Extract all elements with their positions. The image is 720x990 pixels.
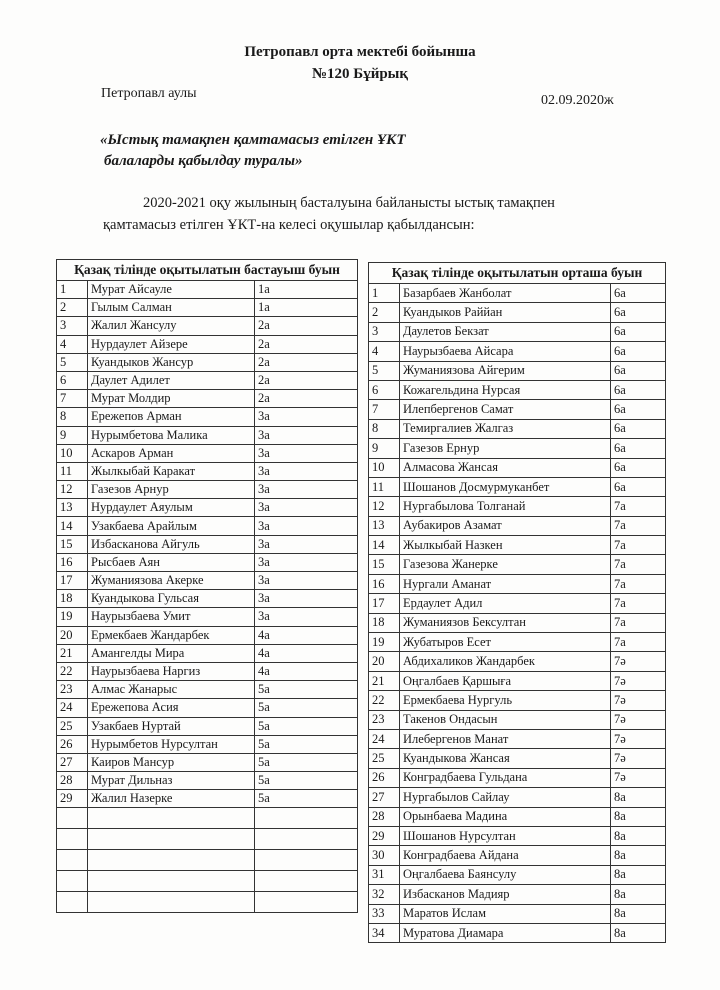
student-name: Куандыкова Жансая — [400, 749, 611, 768]
class-grade: 7а — [611, 497, 666, 516]
row-number: 24 — [57, 699, 88, 717]
table-row — [57, 717, 358, 735]
table-row — [369, 671, 666, 690]
row-number: 28 — [57, 772, 88, 790]
class-grade: 8а — [611, 846, 666, 865]
row-number: 8 — [369, 419, 400, 438]
student-name: Узакбаев Нуртай — [88, 717, 255, 735]
student-name: Илебергенов Манат — [400, 729, 611, 748]
student-name: Жалил Жансулу — [88, 317, 255, 335]
row-number: 4 — [369, 342, 400, 361]
empty-cell — [255, 892, 358, 913]
student-name: Газезова Жанерке — [400, 555, 611, 574]
table-row — [369, 322, 666, 341]
table-row — [57, 481, 358, 499]
table-row — [369, 788, 666, 807]
student-name: Жуманиязова Акерке — [88, 572, 255, 590]
body-line-2: қамтамасыз етілген ҰКТ-на келесі оқушылар қабылдансын: — [103, 217, 475, 233]
row-number: 26 — [57, 735, 88, 753]
empty-table-row — [57, 871, 358, 892]
class-grade: 7а — [611, 536, 666, 555]
student-name: Илепбергенов Самат — [400, 400, 611, 419]
table-row — [57, 335, 358, 353]
row-number: 21 — [57, 644, 88, 662]
class-grade: 7а — [611, 633, 666, 652]
student-name: Мурат Молдир — [88, 390, 255, 408]
table-row — [369, 729, 666, 748]
table-row — [57, 790, 358, 808]
student-name: Амангелды Мира — [88, 644, 255, 662]
table-row — [57, 390, 358, 408]
student-name: Даулетов Бекзат — [400, 322, 611, 341]
row-number: 18 — [369, 613, 400, 632]
body-line-1: 2020-2021 оқу жылының басталуына байланысты ыстық тамақпен — [143, 195, 555, 211]
row-number: 23 — [369, 710, 400, 729]
row-number: 24 — [369, 729, 400, 748]
class-grade: 6а — [611, 400, 666, 419]
table-row — [369, 380, 666, 399]
table-row — [57, 753, 358, 771]
table-row — [369, 536, 666, 555]
table-row — [369, 419, 666, 438]
middle-level-table — [368, 262, 666, 943]
row-number: 5 — [57, 353, 88, 371]
student-name: Мурат Дильназ — [88, 772, 255, 790]
order-subject — [100, 130, 406, 172]
class-grade: 6а — [611, 342, 666, 361]
student-name: Нургабылова Толганай — [400, 497, 611, 516]
table-row — [57, 572, 358, 590]
row-number: 3 — [369, 322, 400, 341]
table-row — [369, 710, 666, 729]
row-number: 11 — [57, 462, 88, 480]
place-name: Петропавл аулы — [101, 86, 197, 101]
row-number: 5 — [369, 361, 400, 380]
class-grade: 8а — [611, 826, 666, 845]
table-row — [57, 662, 358, 680]
row-number: 2 — [57, 299, 88, 317]
table-row — [57, 735, 358, 753]
row-number: 21 — [369, 671, 400, 690]
student-name: Газезов Арнур — [88, 481, 255, 499]
empty-cell — [88, 892, 255, 913]
student-name: Аубакиров Азамат — [400, 516, 611, 535]
primary-level-table — [56, 259, 358, 913]
row-number: 16 — [57, 553, 88, 571]
table-row — [369, 555, 666, 574]
row-number: 3 — [57, 317, 88, 335]
empty-cell — [88, 808, 255, 829]
row-number: 11 — [369, 477, 400, 496]
empty-cell — [255, 871, 358, 892]
row-number: 22 — [57, 662, 88, 680]
class-grade: 7а — [611, 555, 666, 574]
student-name: Нурымбетов Нурсултан — [88, 735, 255, 753]
row-number: 19 — [57, 608, 88, 626]
row-number: 32 — [369, 885, 400, 904]
student-name: Кожагельдина Нурсая — [400, 380, 611, 399]
document-title: Петропавл орта мектебі бойынша — [244, 44, 476, 60]
class-grade: 4а — [255, 644, 358, 662]
row-number: 33 — [369, 904, 400, 923]
row-number: 13 — [57, 499, 88, 517]
table-row — [369, 516, 666, 535]
student-name: Аскаров Арман — [88, 444, 255, 462]
table-row — [369, 477, 666, 496]
empty-cell — [255, 850, 358, 871]
row-number: 9 — [369, 439, 400, 458]
class-grade: 8а — [611, 923, 666, 942]
student-name: Даулет Адилет — [88, 371, 255, 389]
class-grade: 5а — [255, 717, 358, 735]
table-row — [57, 317, 358, 335]
row-number: 7 — [57, 390, 88, 408]
table-row — [369, 749, 666, 768]
class-grade: 3а — [255, 517, 358, 535]
class-grade: 7ә — [611, 710, 666, 729]
student-name: Муратова Диамара — [400, 923, 611, 942]
class-grade: 5а — [255, 699, 358, 717]
empty-cell — [88, 871, 255, 892]
student-name: Алмас Жанарыс — [88, 681, 255, 699]
student-name: Жылкыбай Назкен — [400, 536, 611, 555]
empty-cell — [57, 892, 88, 913]
empty-cell — [57, 850, 88, 871]
class-grade: 3а — [255, 499, 358, 517]
student-name: Нурдаулет Айзере — [88, 335, 255, 353]
student-name: Темиргалиев Жалгаз — [400, 419, 611, 438]
table-row — [57, 553, 358, 571]
row-number: 6 — [369, 380, 400, 399]
subject-line-1: «Ыстық тамақпен қамтамасыз етілген ҰКТ — [100, 132, 406, 148]
table-row — [57, 590, 358, 608]
student-name: Нургали Аманат — [400, 574, 611, 593]
student-name: Конградбаева Айдана — [400, 846, 611, 865]
row-number: 26 — [369, 768, 400, 787]
class-grade: 7ә — [611, 768, 666, 787]
class-grade: 4а — [255, 662, 358, 680]
student-name: Базарбаев Жанболат — [400, 284, 611, 303]
table-row — [369, 691, 666, 710]
row-number: 29 — [369, 826, 400, 845]
student-name: Жубатыров Есет — [400, 633, 611, 652]
row-number: 10 — [57, 444, 88, 462]
row-number: 13 — [369, 516, 400, 535]
table-row — [369, 497, 666, 516]
student-name: Такенов Ондасын — [400, 710, 611, 729]
class-grade: 7ә — [611, 691, 666, 710]
row-number: 23 — [57, 681, 88, 699]
row-number: 20 — [369, 652, 400, 671]
row-number: 14 — [57, 517, 88, 535]
row-number: 22 — [369, 691, 400, 710]
table-row — [57, 535, 358, 553]
row-number: 10 — [369, 458, 400, 477]
row-number: 17 — [369, 594, 400, 613]
empty-cell — [88, 850, 255, 871]
student-name: Избасканова Айгуль — [88, 535, 255, 553]
student-name: Оңгалбаев Қаршыға — [400, 671, 611, 690]
table-row — [57, 699, 358, 717]
row-number: 14 — [369, 536, 400, 555]
class-grade: 2а — [255, 317, 358, 335]
student-name: Орынбаева Мадина — [400, 807, 611, 826]
class-grade: 3а — [255, 444, 358, 462]
class-grade: 1а — [255, 281, 358, 299]
student-name: Рысбаев Аян — [88, 553, 255, 571]
class-grade: 1а — [255, 299, 358, 317]
student-name: Гылым Салман — [88, 299, 255, 317]
table-row — [57, 517, 358, 535]
student-name: Конградбаева Гульдана — [400, 768, 611, 787]
row-number: 1 — [369, 284, 400, 303]
class-grade: 3а — [255, 481, 358, 499]
class-grade: 6а — [611, 322, 666, 341]
table-row — [57, 353, 358, 371]
class-grade: 3а — [255, 408, 358, 426]
class-grade: 8а — [611, 807, 666, 826]
table-row — [57, 644, 358, 662]
table-row — [369, 284, 666, 303]
table-row — [57, 408, 358, 426]
table-row — [369, 400, 666, 419]
middle-level-header: Қазақ тілінде оқытылатын орташа буын — [369, 263, 666, 284]
class-grade: 7а — [611, 613, 666, 632]
table-row — [369, 652, 666, 671]
class-grade: 8а — [611, 788, 666, 807]
row-number: 2 — [369, 303, 400, 322]
row-number: 30 — [369, 846, 400, 865]
table-row — [369, 846, 666, 865]
table-row — [369, 633, 666, 652]
student-name: Куандыкова Гульсая — [88, 590, 255, 608]
row-number: 15 — [369, 555, 400, 574]
student-name: Маратов Ислам — [400, 904, 611, 923]
row-number: 29 — [57, 790, 88, 808]
student-name: Избасканов Мадияр — [400, 885, 611, 904]
student-name: Наурызбаева Умит — [88, 608, 255, 626]
class-grade: 5а — [255, 790, 358, 808]
class-grade: 8а — [611, 904, 666, 923]
class-grade: 5а — [255, 772, 358, 790]
table-row — [57, 626, 358, 644]
student-name: Мурат Айсауле — [88, 281, 255, 299]
row-number: 19 — [369, 633, 400, 652]
class-grade: 3а — [255, 590, 358, 608]
student-name: Жылкыбай Каракат — [88, 462, 255, 480]
primary-level-header: Қазақ тілінде оқытылатын бастауыш буын — [57, 260, 358, 281]
table-row — [369, 361, 666, 380]
row-number: 28 — [369, 807, 400, 826]
table-row — [57, 772, 358, 790]
row-number: 12 — [369, 497, 400, 516]
student-name: Шошанов Досмурмуканбет — [400, 477, 611, 496]
table-row — [57, 426, 358, 444]
order-body — [103, 192, 663, 236]
row-number: 6 — [57, 371, 88, 389]
class-grade: 6а — [611, 361, 666, 380]
class-grade: 7ә — [611, 749, 666, 768]
student-name: Ердаулет Адил — [400, 594, 611, 613]
table-row — [369, 923, 666, 942]
empty-cell — [57, 829, 88, 850]
class-grade: 2а — [255, 335, 358, 353]
table-row — [369, 303, 666, 322]
student-name: Ермекбаева Нургуль — [400, 691, 611, 710]
row-number: 15 — [57, 535, 88, 553]
row-number: 25 — [369, 749, 400, 768]
table-row — [57, 281, 358, 299]
student-name: Каиров Мансур — [88, 753, 255, 771]
class-grade: 7а — [611, 516, 666, 535]
order-number: №120 Бұйрық — [311, 66, 409, 82]
class-grade: 7ә — [611, 652, 666, 671]
class-grade: 6а — [611, 303, 666, 322]
table-row — [57, 681, 358, 699]
class-grade: 6а — [611, 458, 666, 477]
student-name: Жалил Назерке — [88, 790, 255, 808]
empty-table-row — [57, 892, 358, 913]
empty-table-row — [57, 850, 358, 871]
row-number: 27 — [369, 788, 400, 807]
class-grade: 5а — [255, 681, 358, 699]
class-grade: 6а — [611, 284, 666, 303]
empty-cell — [255, 808, 358, 829]
row-number: 34 — [369, 923, 400, 942]
row-number: 1 — [57, 281, 88, 299]
class-grade: 3а — [255, 553, 358, 571]
class-grade: 7а — [611, 594, 666, 613]
student-name: Нургабылов Сайлау — [400, 788, 611, 807]
class-grade: 5а — [255, 735, 358, 753]
table-row — [369, 826, 666, 845]
primary-level-rows — [57, 281, 358, 913]
row-number: 20 — [57, 626, 88, 644]
class-grade: 3а — [255, 608, 358, 626]
empty-table-row — [57, 829, 358, 850]
class-grade: 6а — [611, 380, 666, 399]
student-name: Куандыков Раййан — [400, 303, 611, 322]
class-grade: 2а — [255, 353, 358, 371]
class-grade: 8а — [611, 885, 666, 904]
class-grade: 7ә — [611, 729, 666, 748]
class-grade: 7а — [611, 574, 666, 593]
row-number: 9 — [57, 426, 88, 444]
row-number: 18 — [57, 590, 88, 608]
class-grade: 2а — [255, 390, 358, 408]
class-grade: 3а — [255, 572, 358, 590]
student-name: Ережепова Асия — [88, 699, 255, 717]
class-grade: 8а — [611, 865, 666, 884]
table-row — [57, 608, 358, 626]
class-grade: 3а — [255, 462, 358, 480]
subject-line-2: балаларды қабылдау туралы» — [104, 153, 303, 169]
table-row — [369, 594, 666, 613]
table-row — [57, 499, 358, 517]
student-name: Газезов Ернур — [400, 439, 611, 458]
empty-cell — [255, 829, 358, 850]
class-grade: 5а — [255, 753, 358, 771]
table-row — [57, 299, 358, 317]
document-date: 02.09.2020ж — [541, 93, 614, 108]
class-grade: 3а — [255, 535, 358, 553]
table-row — [369, 807, 666, 826]
class-grade: 6а — [611, 477, 666, 496]
table-row — [369, 904, 666, 923]
student-name: Наурызбаева Айсара — [400, 342, 611, 361]
student-name: Нурдаулет Аяулым — [88, 499, 255, 517]
table-row — [57, 462, 358, 480]
class-grade: 4а — [255, 626, 358, 644]
class-grade: 7ә — [611, 671, 666, 690]
row-number: 16 — [369, 574, 400, 593]
student-name: Ережепов Арман — [88, 408, 255, 426]
student-name: Куандыков Жансур — [88, 353, 255, 371]
row-number: 25 — [57, 717, 88, 735]
student-name: Наурызбаева Наргиз — [88, 662, 255, 680]
table-row — [369, 574, 666, 593]
row-number: 31 — [369, 865, 400, 884]
table-row — [369, 458, 666, 477]
student-name: Алмасова Жансая — [400, 458, 611, 477]
row-number: 8 — [57, 408, 88, 426]
row-number: 17 — [57, 572, 88, 590]
table-row — [57, 444, 358, 462]
empty-cell — [57, 808, 88, 829]
empty-cell — [88, 829, 255, 850]
class-grade: 3а — [255, 426, 358, 444]
table-row — [369, 439, 666, 458]
student-name: Шошанов Нурсултан — [400, 826, 611, 845]
row-number: 12 — [57, 481, 88, 499]
table-row — [369, 768, 666, 787]
table-row — [369, 613, 666, 632]
empty-cell — [57, 871, 88, 892]
row-number: 4 — [57, 335, 88, 353]
class-grade: 6а — [611, 419, 666, 438]
class-grade: 6а — [611, 439, 666, 458]
student-name: Ермекбаев Жандарбек — [88, 626, 255, 644]
student-name: Нурымбетова Малика — [88, 426, 255, 444]
class-grade: 2а — [255, 371, 358, 389]
row-number: 7 — [369, 400, 400, 419]
student-name: Жуманиязова Айгерим — [400, 361, 611, 380]
empty-table-row — [57, 808, 358, 829]
table-row — [369, 885, 666, 904]
table-row — [369, 865, 666, 884]
middle-level-rows — [369, 284, 666, 943]
student-name: Абдихаликов Жандарбек — [400, 652, 611, 671]
table-row — [369, 342, 666, 361]
student-name: Оңгалбаева Баянсулу — [400, 865, 611, 884]
table-row — [57, 371, 358, 389]
student-name: Узакбаева Арайлым — [88, 517, 255, 535]
row-number: 27 — [57, 753, 88, 771]
student-name: Жуманиязов Бексултан — [400, 613, 611, 632]
